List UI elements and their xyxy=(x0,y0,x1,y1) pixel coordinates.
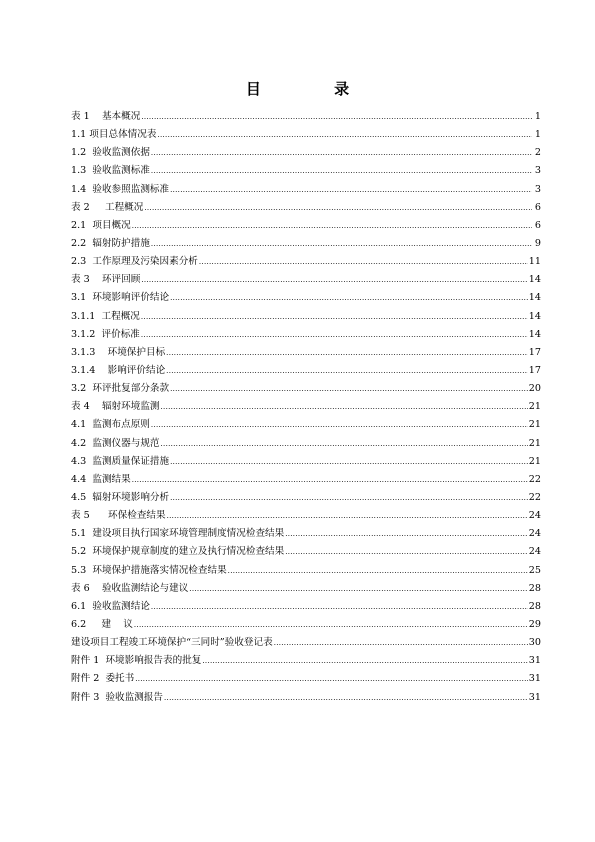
toc-entry[interactable] xyxy=(71,525,541,543)
toc-leader-dots xyxy=(141,326,528,344)
toc-entry-page-number: 20 xyxy=(528,383,541,395)
toc-entry-page-number: 31 xyxy=(528,673,541,685)
toc-leader-dots xyxy=(132,217,532,235)
toc-leader-dots xyxy=(161,435,528,453)
toc-entry[interactable] xyxy=(71,271,541,289)
toc-entry-label: 表 6 验收监测结论与建议 xyxy=(71,582,189,594)
toc-entry-label: 3.1.3 环境保护目标 xyxy=(71,346,166,358)
toc-entry[interactable] xyxy=(71,326,541,344)
toc-entry[interactable] xyxy=(71,562,541,580)
toc-entry-label: 表 3 环评回顾 xyxy=(71,274,141,286)
toc-entry[interactable] xyxy=(71,489,541,507)
toc-entry-page-number: 1 xyxy=(534,129,541,141)
toc-entry-label: 附件 3 验收监测报告 xyxy=(71,691,164,703)
toc-leader-dots xyxy=(141,271,527,289)
toc-entry-page-number: 17 xyxy=(528,346,541,358)
toc-leader-dots xyxy=(170,289,528,307)
toc-entry-label: 1.4 验收参照监测标准 xyxy=(71,183,170,195)
toc-entry-label: 4.2 监测仪器与规范 xyxy=(71,437,160,449)
toc-entry-page-number: 14 xyxy=(528,328,541,340)
toc-leader-dots xyxy=(151,598,528,616)
toc-entry-page-number: 17 xyxy=(528,364,541,376)
toc-entry[interactable] xyxy=(71,380,541,398)
toc-entry-label: 建设项目工程竣工环境保护“三同时”验收登记表 xyxy=(71,637,273,649)
toc-entry-page-number: 14 xyxy=(528,292,541,304)
toc-entry[interactable] xyxy=(71,199,541,217)
toc-entry-page-number: 9 xyxy=(534,237,541,249)
toc-entry[interactable] xyxy=(71,144,541,162)
toc-entry[interactable] xyxy=(71,507,541,525)
toc-entry-page-number: 24 xyxy=(528,528,541,540)
toc-leader-dots xyxy=(141,308,528,326)
toc-leader-dots xyxy=(151,416,528,434)
toc-leader-dots xyxy=(285,543,528,561)
toc-leader-dots xyxy=(167,507,528,525)
toc-entry-page-number: 21 xyxy=(528,437,541,449)
toc-entry-page-number: 30 xyxy=(528,637,541,649)
toc-entry[interactable] xyxy=(71,235,541,253)
toc-entry-page-number: 2 xyxy=(534,147,541,159)
toc-entry-label: 5.2 环境保护规章制度的建立及执行情况检查结果 xyxy=(71,546,285,558)
toc-entry-page-number: 1 xyxy=(534,111,541,122)
toc-entry-label: 3.2 环评批复部分条款 xyxy=(71,383,170,395)
toc-entry-label: 附件 2 委托书 xyxy=(71,673,135,685)
toc-entry[interactable] xyxy=(71,308,541,326)
toc-leader-dots xyxy=(170,380,528,398)
toc-entry[interactable] xyxy=(71,344,541,362)
toc-entry[interactable] xyxy=(71,634,541,652)
toc-leader-dots xyxy=(164,689,528,707)
toc-entry-label: 3.1 环境影响评价结论 xyxy=(71,292,170,304)
toc-leader-dots xyxy=(151,235,532,253)
toc-leader-dots xyxy=(135,670,528,688)
toc-entry[interactable] xyxy=(71,181,541,199)
toc-entry[interactable] xyxy=(71,616,541,634)
toc-entry-page-number: 3 xyxy=(534,183,541,195)
toc-leader-dots xyxy=(151,144,532,162)
toc-leader-dots xyxy=(157,126,532,144)
toc-entry-label: 6.1 验收监测结论 xyxy=(71,600,150,612)
toc-entry-label: 1.2 验收监测依据 xyxy=(71,147,150,159)
toc-entry-label: 4.4 监测结果 xyxy=(71,473,131,485)
toc-entry[interactable] xyxy=(71,362,541,380)
toc-leader-dots xyxy=(141,108,532,126)
toc-leader-dots xyxy=(166,362,528,380)
toc-entry-label: 3.1.1 工程概况 xyxy=(71,310,140,322)
toc-entry-page-number: 21 xyxy=(528,401,541,413)
toc-entry-label: 4.3 监测质量保证措施 xyxy=(71,455,170,467)
toc-entry[interactable] xyxy=(71,543,541,561)
toc-entry[interactable] xyxy=(71,108,541,126)
toc-entry[interactable] xyxy=(71,126,541,144)
toc-leader-dots xyxy=(166,344,528,362)
toc-leader-dots xyxy=(161,398,528,416)
toc-entry-page-number: 21 xyxy=(528,419,541,431)
toc-entry-page-number: 29 xyxy=(528,618,541,630)
toc-entry-label: 1.1 项目总体情况表 xyxy=(71,129,157,141)
toc-entry[interactable] xyxy=(71,580,541,598)
toc-entry-label: 4.1 监测布点原则 xyxy=(71,419,150,431)
toc-entry-page-number: 22 xyxy=(528,473,541,485)
toc-entry[interactable] xyxy=(71,435,541,453)
toc-entry-label: 表 2 工程概况 xyxy=(71,201,144,213)
toc-entry-page-number: 6 xyxy=(534,219,541,231)
toc-entry-label: 2.1 项目概况 xyxy=(71,219,131,231)
toc-leader-dots xyxy=(132,471,528,489)
toc-leader-dots xyxy=(202,652,527,670)
toc-entry[interactable] xyxy=(71,453,541,471)
toc-entry[interactable] xyxy=(71,670,541,688)
toc-entry-page-number: 22 xyxy=(528,491,541,503)
toc-entry-page-number: 14 xyxy=(528,274,541,286)
toc-entry-page-number: 24 xyxy=(528,510,541,522)
toc-entry-page-number: 28 xyxy=(528,600,541,612)
toc-leader-dots xyxy=(170,489,528,507)
toc-entry-label: 表 1 基本概况 xyxy=(71,111,141,122)
toc-entry-label: 3.1.4 影响评价结论 xyxy=(71,364,166,376)
toc-entry-label: 2.3 工作原理及污染因素分析 xyxy=(71,256,198,268)
toc-leader-dots xyxy=(151,162,532,180)
toc-entry-page-number: 31 xyxy=(528,691,541,703)
toc-entry-label: 5.3 环境保护措施落实情况检查结果 xyxy=(71,564,227,576)
toc-leader-dots xyxy=(144,199,532,217)
toc-entry[interactable] xyxy=(71,289,541,307)
toc-entry-label: 2.2 辐射防护措施 xyxy=(71,237,150,249)
toc-entry-page-number: 31 xyxy=(528,655,541,667)
toc-entry-page-number: 24 xyxy=(528,546,541,558)
table-of-contents xyxy=(71,108,541,707)
toc-entry[interactable] xyxy=(71,471,541,489)
toc-entry-label: 5.1 建设项目执行国家环境管理制度情况检查结果 xyxy=(71,528,285,540)
toc-leader-dots xyxy=(228,562,528,580)
toc-entry-page-number: 21 xyxy=(528,455,541,467)
toc-leader-dots xyxy=(274,634,528,652)
toc-leader-dots xyxy=(199,253,528,271)
toc-entry-page-number: 3 xyxy=(534,165,541,177)
toc-entry-page-number: 28 xyxy=(528,582,541,594)
toc-leader-dots xyxy=(170,453,528,471)
toc-entry-page-number: 25 xyxy=(528,564,541,576)
toc-entry-label: 表 5 环保检查结果 xyxy=(71,510,166,522)
toc-entry-label: 3.1.2 评价标准 xyxy=(71,328,140,340)
toc-entry-label: 4.5 辐射环境影响分析 xyxy=(71,491,170,503)
toc-entry[interactable] xyxy=(71,416,541,434)
toc-entry-page-number: 6 xyxy=(534,201,541,213)
toc-leader-dots xyxy=(134,616,528,634)
toc-entry[interactable] xyxy=(71,217,541,235)
toc-leader-dots xyxy=(285,525,528,543)
toc-entry-label: 6.2 建 议 xyxy=(71,618,133,630)
toc-entry[interactable] xyxy=(71,162,541,180)
page-title: 目 录 xyxy=(245,80,384,98)
toc-leader-dots xyxy=(189,580,527,598)
toc-entry[interactable] xyxy=(71,598,541,616)
toc-entry[interactable] xyxy=(71,652,541,670)
toc-entry[interactable] xyxy=(71,398,541,416)
toc-entry-page-number: 14 xyxy=(528,310,541,322)
toc-leader-dots xyxy=(170,181,532,199)
toc-entry-label: 表 4 辐射环境监测 xyxy=(71,401,160,413)
toc-entry-page-number: 11 xyxy=(528,256,541,268)
toc-entry[interactable] xyxy=(71,253,541,271)
toc-entry[interactable] xyxy=(71,689,541,707)
toc-entry-label: 附件 1 环境影响报告表的批复 xyxy=(71,655,202,667)
toc-entry-label: 1.3 验收监测标准 xyxy=(71,165,150,177)
